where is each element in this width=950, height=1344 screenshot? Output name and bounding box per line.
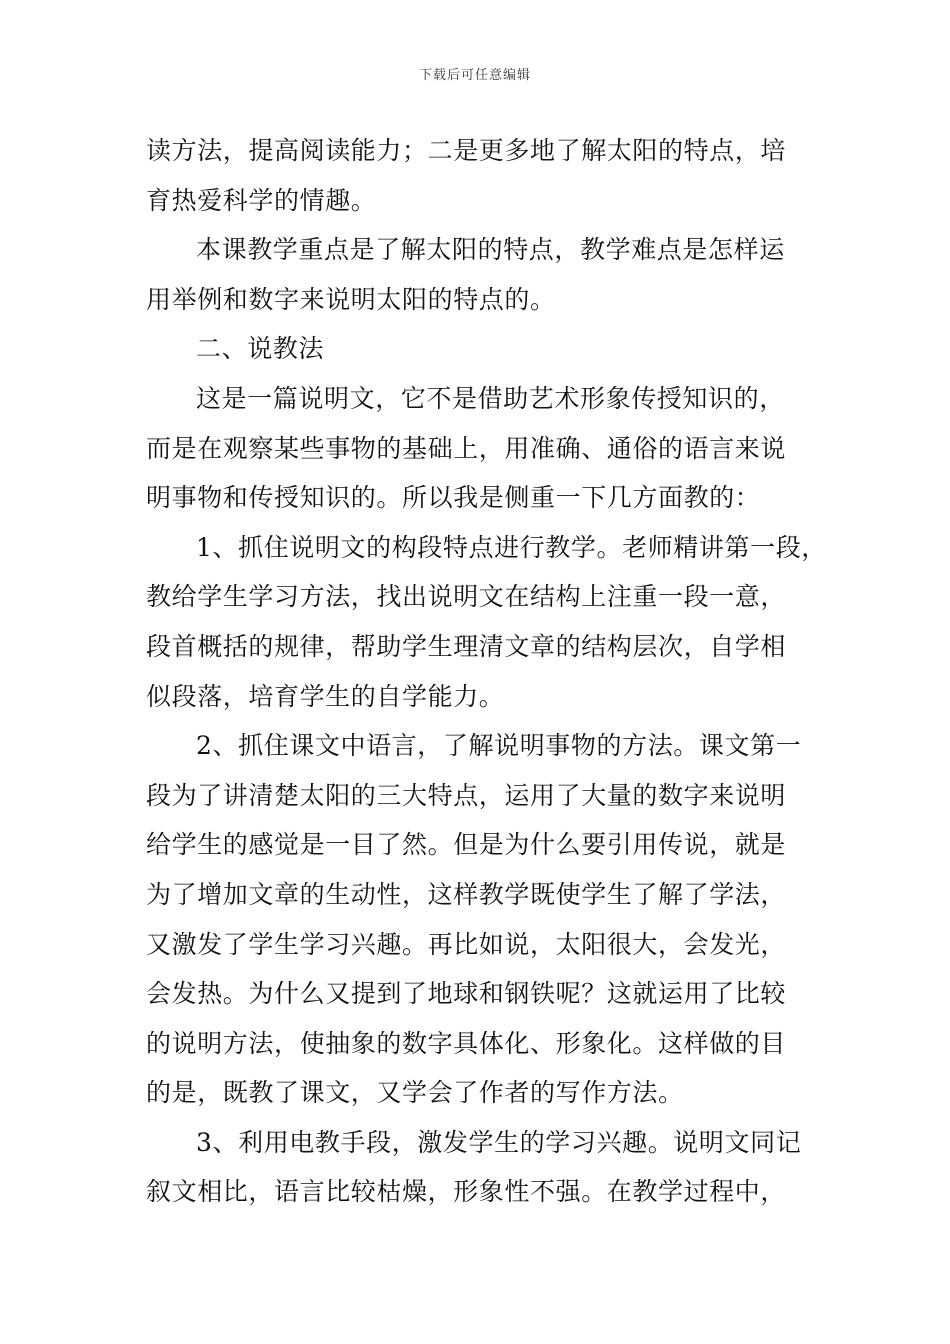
text-line: 教给学生学习方法，找出说明文在结构上注重一段一意， bbox=[146, 582, 787, 612]
text-line: 这是一篇说明文，它不是借助艺术形象传授知识的， bbox=[196, 383, 785, 413]
text-line: 似段落，培育学生的自学能力。 bbox=[146, 681, 505, 711]
text-line: 读方法，提高阅读能力；二是更多地了解太阳的特点，培 bbox=[146, 136, 787, 165]
paragraph-4 bbox=[146, 523, 827, 721]
text-line: 1、抓住说明文的构段特点进行教学。老师精讲第一段， bbox=[196, 532, 827, 562]
paragraph-6 bbox=[146, 1118, 811, 1217]
page-header: 下载后可任意编辑 bbox=[418, 68, 531, 83]
text-line: 段为了讲清楚太阳的三大特点，运用了大量的数字来说明 bbox=[146, 780, 787, 810]
text-line: 叙文相比，语言比较枯燥，形象性不强。在教学过程中， bbox=[146, 1177, 787, 1207]
text-line: 的说明方法，使抽象的数字具体化、形象化。这样做的目 bbox=[146, 1028, 787, 1058]
text-line: 3、利用电教手段，激发学生的学习兴趣。说明文同记 bbox=[196, 1127, 802, 1157]
text-line: 的是，既教了课文，又学会了作者的写作方法。 bbox=[146, 1078, 684, 1108]
text-line: 段首概括的规律，帮助学生理清文章的结构层次，自学相 bbox=[146, 631, 787, 661]
text-line: 本课教学重点是了解太阳的特点，教学难点是怎样运 bbox=[196, 235, 785, 265]
text-line: 2、抓住课文中语言，了解说明事物的方法。课文第一 bbox=[196, 731, 802, 761]
text-line: 会发热。为什么又提到了地球和钢铁呢？这就运用了比较 bbox=[146, 979, 787, 1009]
text-line: 又激发了学生学习兴趣。再比如说，太阳很大，会发光， bbox=[146, 929, 787, 959]
paragraph-2 bbox=[146, 225, 811, 324]
text-line: 二、说教法 bbox=[196, 334, 325, 364]
document-body bbox=[146, 126, 827, 1217]
text-line: 用举例和数字来说明太阳的特点的。 bbox=[146, 284, 556, 314]
text-line: 育热爱科学的情趣。 bbox=[146, 185, 377, 215]
text-line: 为了增加文章的生动性，这样教学既使学生了解了学法， bbox=[146, 879, 787, 909]
text-line: 给学生的感觉是一目了然。但是为什么要引用传说，就是 bbox=[146, 830, 787, 860]
paragraph-5 bbox=[146, 721, 811, 1118]
section-heading bbox=[146, 324, 811, 374]
paragraph-3 bbox=[146, 374, 811, 523]
paragraph-1 bbox=[146, 126, 811, 225]
text-line: 明事物和传授知识的。所以我是侧重一下几方面教的： bbox=[146, 483, 761, 513]
text-line: 而是在观察某些事物的基础上，用准确、通俗的语言来说 bbox=[146, 433, 787, 463]
